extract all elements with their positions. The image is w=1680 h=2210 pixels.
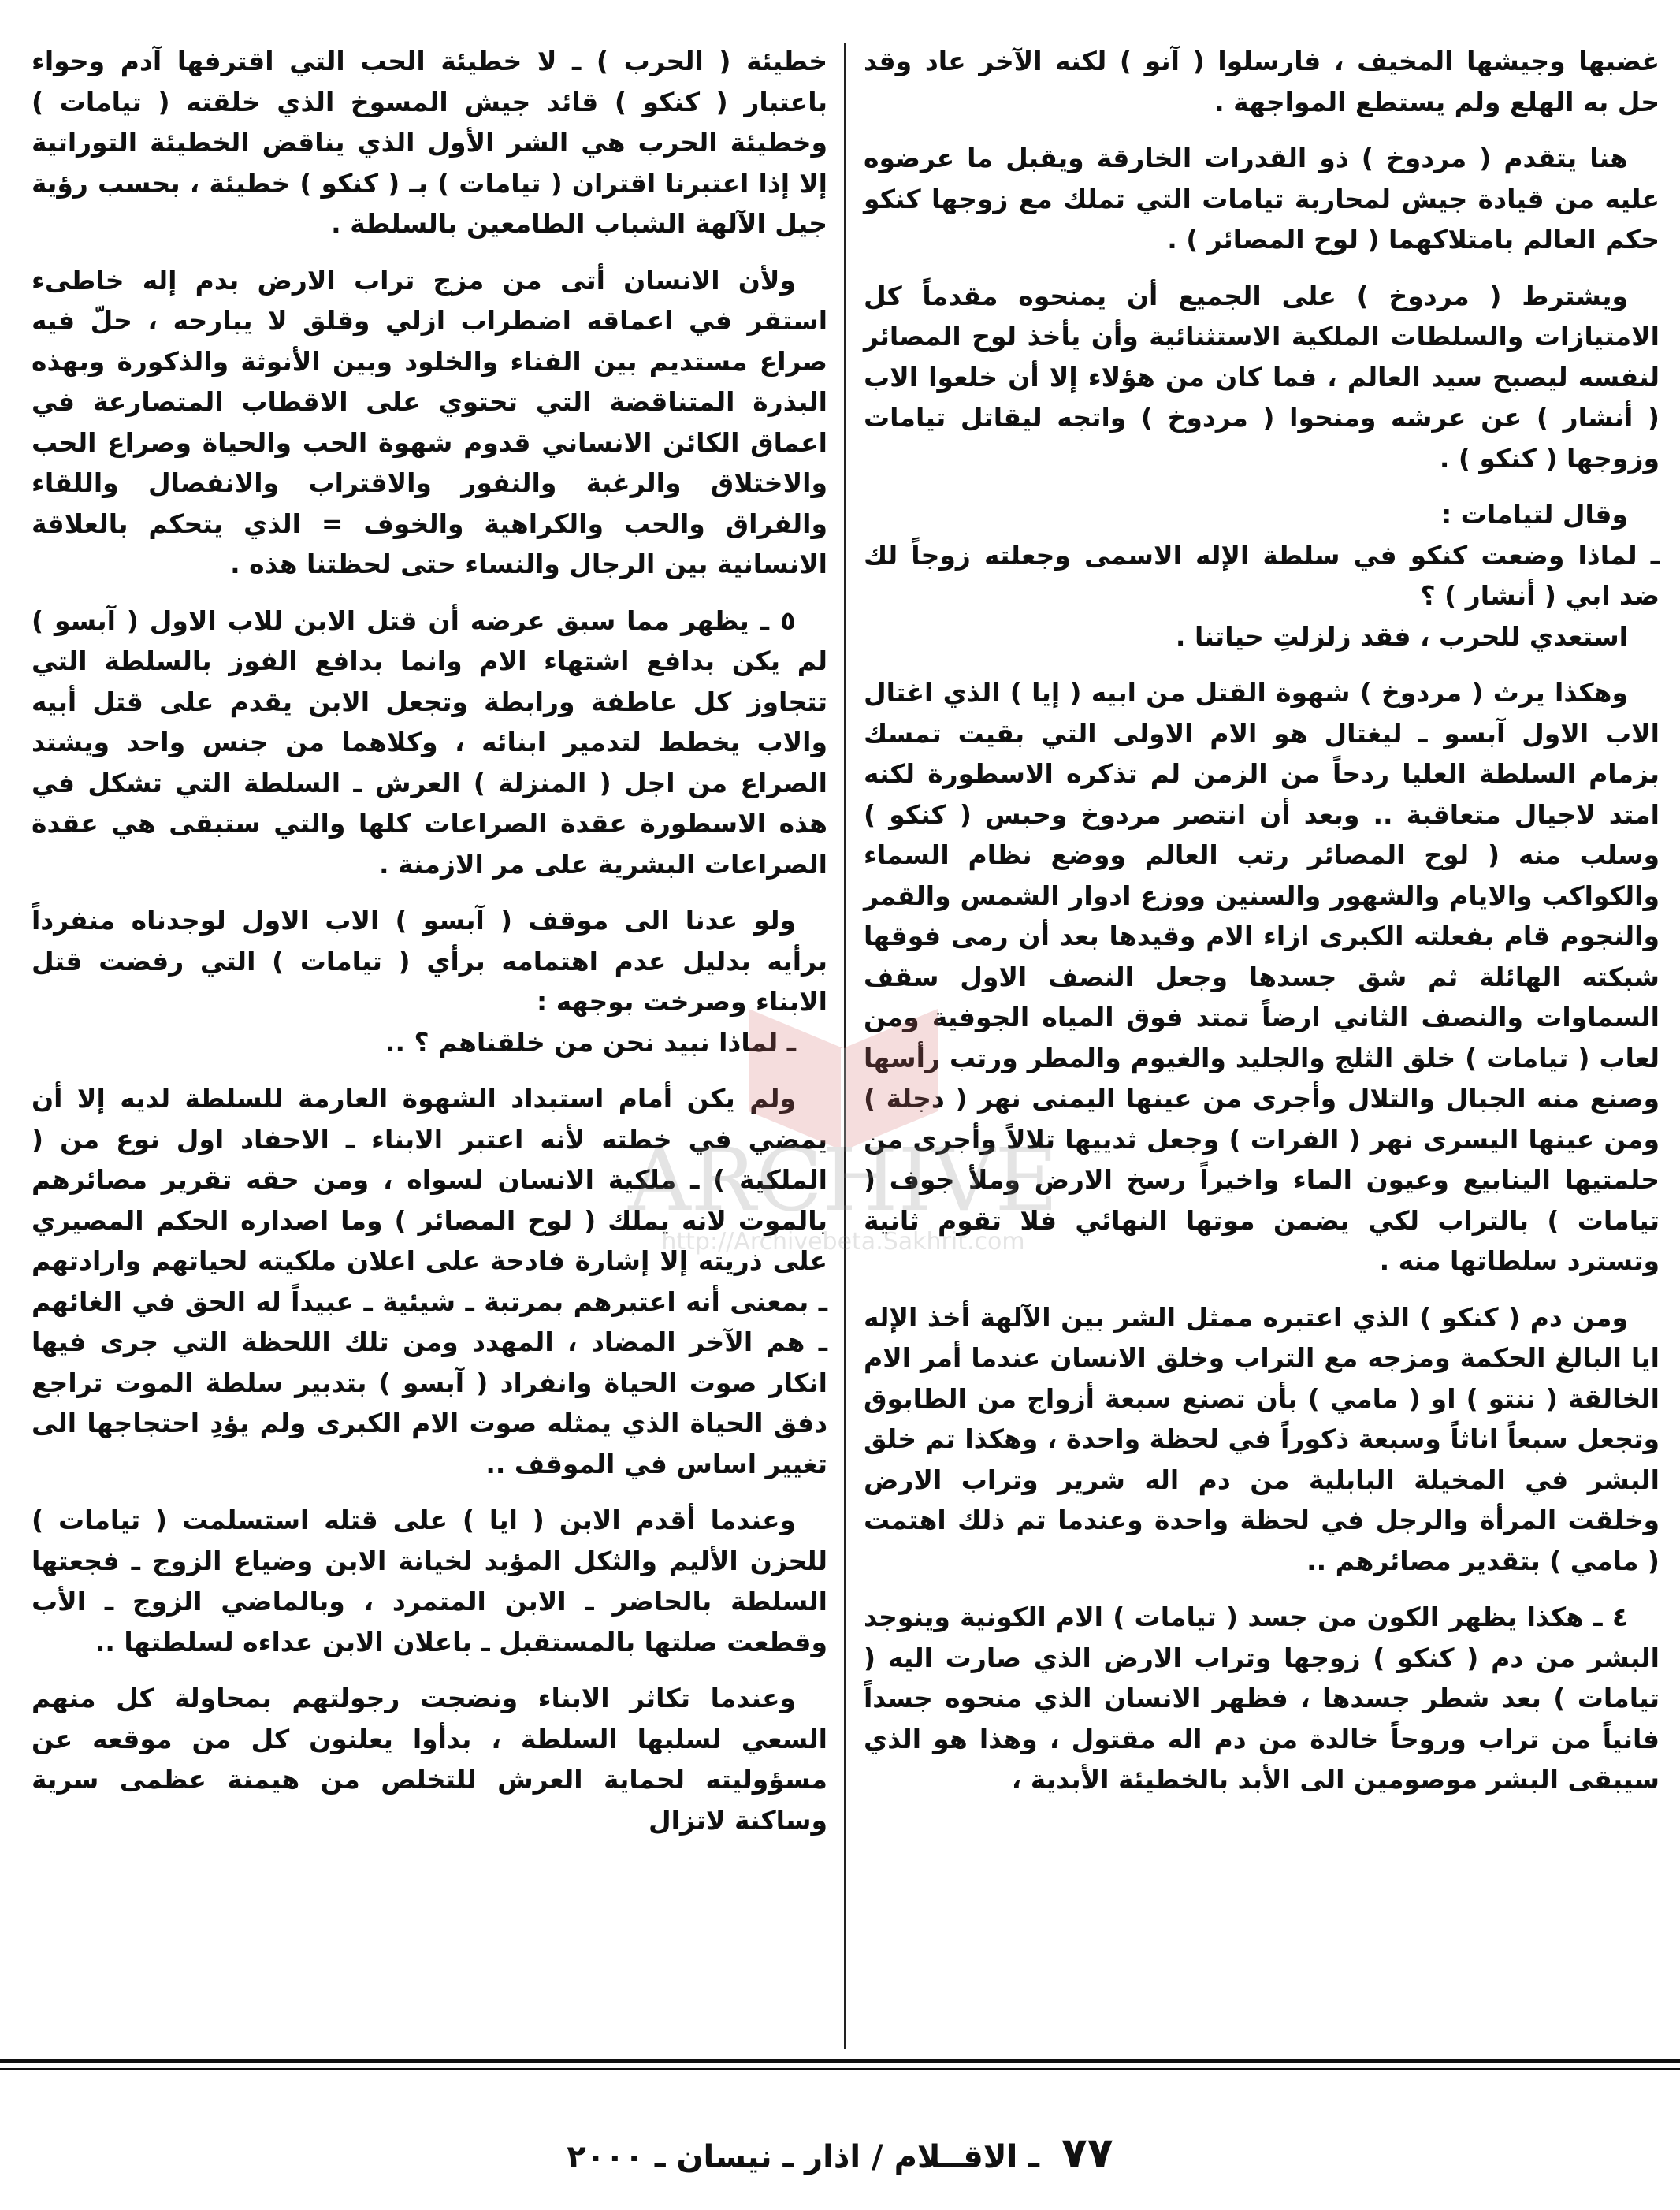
page-footer: [0, 2128, 1680, 2178]
watermark-url: http://Archivebeta.Sakhrit.com: [661, 1228, 1025, 1256]
quote-line: ـ لماذا وضعت كنكو في سلطة الإله الاسمى وجعلته زوجاً لك ضد ابي ( أنشار ) ؟: [864, 539, 1660, 611]
right-column: [864, 41, 1660, 1816]
footer-text: ـ الاقــلام / اذار ـ نيسان ـ ٢٠٠٠: [567, 2139, 1039, 2175]
paragraph: ولم يكن أمام استبداد الشهوة العارمة للسلطة لديه إلا أن يمضي في خطته لأنه اعتبر الابناء ـ الاحفاد اول نوع من ( الملكية ) ـ ملكية الانسان لسواه ، ومن حقه تقرير مصائرهم بالموت لانه يملك ( لوح المصائر ) وما اصداره الحكم المصيري على ذريته إلا إشارة فادحة على اعلان ملكيته لحياتهم وارادتهم ـ بمعنى أنه اعتبرهم بمرتبة ـ شيئية ـ عبيداً له الحق في الغائهم ـ هم الآخر المضاد ، المهدد ومن تلك اللحظة التي جرى فيها انكار صوت الحياة وانفراد ( آبسو ) بتدبير سلطة الموت تراجع دفق الحياة الذي يمثله صوت الام الكبرى ولم يؤدِ احتجاجها الى تغيير اساس في الموقف ..: [32, 1083, 827, 1479]
watermark-text: ARCHIVE: [628, 1129, 1058, 1230]
quote-line: استعدي للحرب ، فقد زلزلتِ حياتنا .: [1175, 620, 1628, 652]
paragraph: خطيئة ( الحرب ) ـ لا خطيئة الحب التي اقترفها آدم وحواء باعتبار ( كنكو ) قائد جيش المسوخ الذي خلقته ( تيامات ) وخطيئة الحرب هي الشر الأول الذي يناقض الخطيئة التوراتية إلا إذا اعتبرنا اقتران ( تيامات ) بـ ( كنكو ) خطيئة ، بحسب رؤية جيل الآلهة الشباب الطامعين بالسلطة .: [32, 46, 827, 239]
paragraph: ٥ ـ يظهر مما سبق عرضه أن قتل الابن للاب الاول ( آبسو ) لم يكن بدافع اشتهاء الام وانما بدافع الفوز بالسلطة التي تتجاوز كل عاطفة ورابطة وتجعل الابن يقدم على قتل أبيه والاب يخطط لتدمير ابنائه ، وكلاهما من جنس واحد ويشتد الصراع من اجل ( المنزلة ) العرش ـ السلطة التي تشكل في هذه الاسطورة عقدة الصراعات كلها والتي ستبقى هي عقدة الصراعات البشرية على مر الازمنة .: [32, 605, 827, 880]
paragraph: وقال لتيامات :: [1440, 499, 1628, 530]
paragraph: ويشترط ( مردوخ ) على الجميع أن يمنحوه مقدماً كل الامتيازات والسلطات الملكية الاستثنائية وأن يأخذ لوح المصائر لنفسه ليصبح سيد العالم ، فما كان من هؤلاء إلا أن خلعوا الاب ( أنشار ) عن عرشه ومنحوا ( مردوخ ) واتجه ليقاتل تيامات وزوجها ( كنكو ) .: [864, 280, 1660, 474]
paragraph: ولأن الانسان أتى من مزج تراب الارض بدم إله خاطىء استقر في اعماقه اضطراب ازلي وقلق لا يبارحه ، حلّ فيه صراع مستديم بين الفناء والخلود وبين الأنوثة والذكورة وبهذه البذرة المتناقضة التي تحتوي على الاقطاب المتصارعة في اعماق الكائن الانساني قدوم شهوة الحب والحياة وصراع الحب والاختلاق والرغبة والنفور والاقتراب والانفصال واللقاء والفراق والحب والكراهية والخوف = الذي يتحكم بالعلاقة الانسانية بين الرجال والنساء حتى لحظتنا هذه .: [32, 264, 827, 579]
paragraph: ومن دم ( كنكو ) الذي اعتبره ممثل الشر بين الآلهة أخذ الإله ايا البالغ الحكمة ومزجه مع التراب وخلق الانسان عندما أمر الام الخالقة ( ننتو ) او ( مامي ) بأن تصنع سبعة أزواج من الطابوق وتجعل سبعاً اناثاً وسبعة ذكوراً في لحظة واحدة ، وهكذا تم خلق البشر في المخيلة البابلية من دم اله شرير وتراب الارض وخلقت المرأة والرجل في لحظة واحدة وعندما تم ذلك اهتمت ( مامي ) بتقدير مصائرهم ..: [864, 1301, 1660, 1576]
paragraph: هنا يتقدم ( مردوخ ) ذو القدرات الخارقة ويقبل ما عرضوه عليه من قيادة جيش لمحاربة تيامات التي تملك مع زوجها كنكو حكم العالم بامتلاكهما ( لوح المصائر ) .: [864, 143, 1660, 255]
left-column: [32, 41, 827, 1856]
paragraph: ولو عدنا الى موقف ( آبسو ) الاب الاول لوجدناه منفرداً برأيه بدليل عدم اهتمامه برأي ( تيامات ) التي رفضت قتل الابناء وصرخت بوجهه :: [32, 905, 827, 1017]
paragraph: وعندما أقدم الابن ( ايا ) على قتله استسلمت ( تيامات ) للحزن الأليم والثكل المؤبد لخيانة الابن وضياع الزوج ـ فجعتها السلطة بالحاضر ـ الابن المتمرد ، وبالماضي الزوج ـ الأب وقطعت صلتها بالمستقبل ـ باعلان الابن عداءه لسلطتها ..: [32, 1505, 827, 1658]
paragraph: وهكذا يرث ( مردوخ ) شهوة القتل من ابيه ( إيا ) الذي اغتال الاب الاول آبسو ـ ليغتال هو الام الاولى التي بقيت تمسك بزمام السلطة العليا ردحاً من الزمن لم تذكره الاسطورة لكنه امتد لاجيال متعاقبة .. وبعد أن انتصر مردوخ وحبس ( كنكو ) وسلب منه ( لوح المصائر رتب العالم ووضع نظام السماء والكواكب والايام والشهور والسنين ووزع ادوار الشمس والقمر والنجوم قام بفعلته الكبرى ازاء الام وقيدها بعد أن رمى فوقها شبكته الهائلة ثم شق جسدها وجعل النصف الاول سقف السماوات والنصف الثاني ارضاً تمتد فوق المياه الجوفية ومن لعاب ( تيامات ) خلق الثلج والجليد والغيوم والمطر ورتب رأسها وصنع منه الجبال والتلال وأجرى من عينها اليمنى نهر ( دجلة ) ومن عينها اليسرى نهر ( الفرات ) وجعل ثدييها تلالاً وأجرى من حلمتيها الينابيع وعيون الماء واخيراً رسخ الارض وملأ جوف ( تيامات ) بالتراب لكي يضمن موتها النهائي فلا تقوم ثانية وتسترد سلطاتها منه .: [864, 677, 1660, 1276]
footer-rule-thin: [0, 2068, 1680, 2070]
quote-line: ـ لماذا نبيد نحن من خلقناهم ؟ ..: [385, 1026, 796, 1058]
paragraph: وعندما تكاثر الابناء ونضجت رجولتهم بمحاولة كل منهم السعي لسلبها السلطة ، بدأوا يعلنون كل من موقعه عن مسؤوليته لحماية العرش للتخلص من هيمنة عظمى سرية وساكنة لاتزال: [32, 1683, 827, 1836]
paragraph: غضبها وجيشها المخيف ، فارسلوا ( آنو ) لكنه الآخر عاد وقد حل به الهلع ولم يستطع المواجهة .: [864, 46, 1660, 117]
footer-rule: [0, 2059, 1680, 2063]
paragraph: ٤ ـ هكذا يظهر الكون من جسد ( تيامات ) الام الكونية وينوجد البشر من دم ( كنكو ) زوجها وتراب الارض الذي صارت اليه ( تيامات ) بعد شطر جسدها ، فظهر الانسان الذي منحوه جسداً فانياً من تراب وروحاً خالدة من دم اله مقتول ، وهذا هو الذي سيبقى البشر موصومين الى الأبد بالخطيئة الأبدية ،: [864, 1602, 1660, 1795]
page-number: ٧٧: [1061, 2128, 1113, 2178]
column-divider: [844, 43, 846, 2049]
